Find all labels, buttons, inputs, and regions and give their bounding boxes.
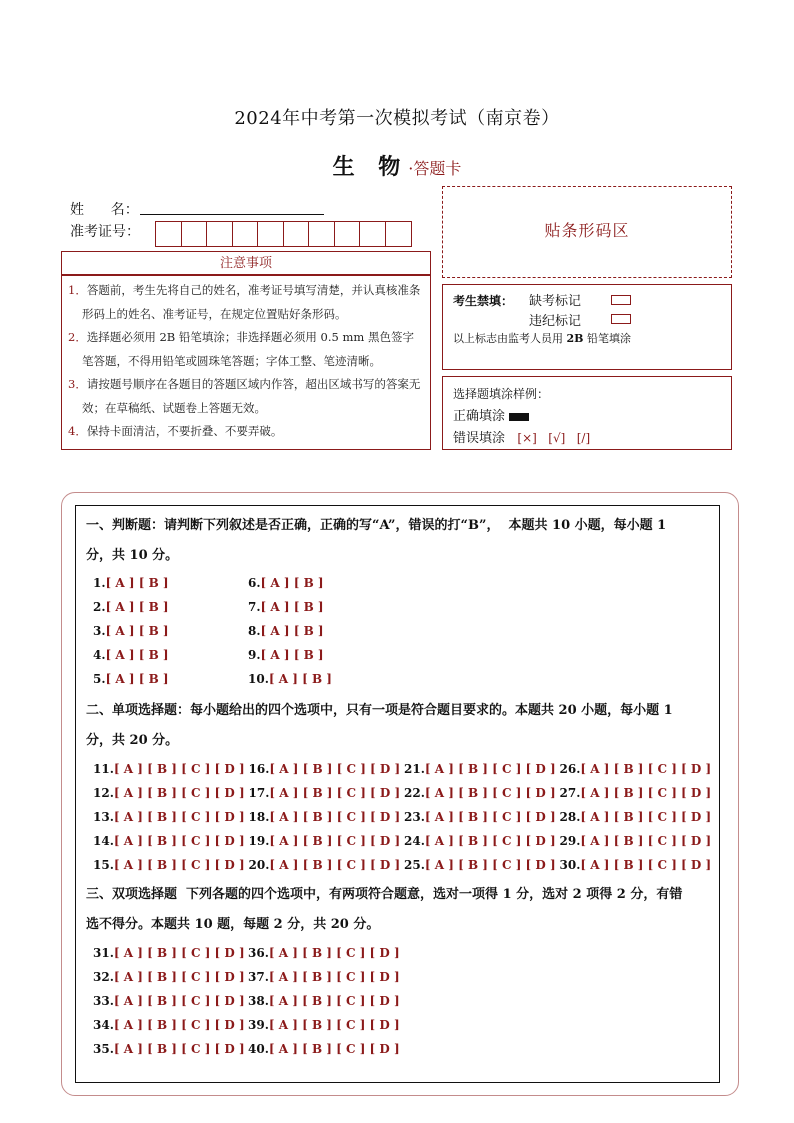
answer-options[interactable]: [ A ] [ B ] [ C ] [ D ] <box>269 786 401 800</box>
answer-options[interactable]: [ A ] [ B ] <box>105 576 169 590</box>
answer-options[interactable]: [ A ] [ B ] [ C ] [ D ] <box>113 858 245 872</box>
question-20[interactable]: 20.[ A ] [ B ] [ C ] [ D ] <box>248 858 401 872</box>
answer-options[interactable]: [ A ] [ B ] [ C ] [ D ] <box>268 994 400 1008</box>
answer-options[interactable]: [ A ] [ B ] <box>268 672 332 686</box>
question-3[interactable]: 3.[ A ] [ B ] <box>93 624 169 638</box>
question-5[interactable]: 5.[ A ] [ B ] <box>93 672 169 686</box>
question-8[interactable]: 8.[ A ] [ B ] <box>248 624 324 638</box>
answer-options[interactable]: [ A ] [ B ] [ C ] [ D ] <box>268 1018 400 1032</box>
notice-item: 3．请按题号顺序在各题目的答题区域内作答，超出区域书写的答案无效；在草稿纸、试题卷上答题无效。 <box>68 377 421 415</box>
question-9[interactable]: 9.[ A ] [ B ] <box>248 648 324 662</box>
answer-options[interactable]: [ A ] [ B ] [ C ] [ D ] <box>580 834 712 848</box>
question-39[interactable]: 39.[ A ] [ B ] [ C ] [ D ] <box>248 1018 400 1032</box>
section1-line1: 一、判断题：请判断下列叙述是否正确，正确的写“A”，错误的打“B”， 本题共 10 小题，每小题 1 <box>86 518 667 533</box>
answer-options[interactable]: [ A ] [ B ] [ C ] [ D ] <box>113 834 245 848</box>
answer-options[interactable]: [ A ] [ B ] [ C ] [ D ] <box>113 1018 245 1032</box>
question-14[interactable]: 14.[ A ] [ B ] [ C ] [ D ] <box>93 834 245 848</box>
question-36[interactable]: 36.[ A ] [ B ] [ C ] [ D ] <box>248 946 400 960</box>
answer-options[interactable]: [ A ] [ B ] <box>260 624 324 638</box>
section2-line1: 二、单项选择题：每小题给出的四个选项中，只有一项是符合题目要求的。本题共 20 小题，每小题 1 <box>86 703 673 718</box>
page-title: 2024年中考第一次模拟考试（南京卷） <box>234 108 560 129</box>
question-33[interactable]: 33.[ A ] [ B ] [ C ] [ D ] <box>93 994 245 1008</box>
question-10[interactable]: 10.[ A ] [ B ] <box>248 672 332 686</box>
wrong-fill-label: 错误填涂 [×] [√] [/] <box>453 431 591 446</box>
fill-sample-box <box>442 376 732 450</box>
question-6[interactable]: 6.[ A ] [ B ] <box>248 576 324 590</box>
forbid-label: 考生禁填： <box>453 294 514 308</box>
question-15[interactable]: 15.[ A ] [ B ] [ C ] [ D ] <box>93 858 245 872</box>
section2-line2: 分，共 20 分。 <box>86 733 179 748</box>
answer-options[interactable]: [ A ] [ B ] <box>105 648 169 662</box>
question-4[interactable]: 4.[ A ] [ B ] <box>93 648 169 662</box>
answer-options[interactable]: [ A ] [ B ] [ C ] [ D ] <box>113 994 245 1008</box>
answer-options[interactable]: [ A ] [ B ] <box>260 576 324 590</box>
question-7[interactable]: 7.[ A ] [ B ] <box>248 600 324 614</box>
question-31[interactable]: 31.[ A ] [ B ] [ C ] [ D ] <box>93 946 245 960</box>
answer-options[interactable]: [ A ] [ B ] <box>260 600 324 614</box>
barcode-area: 贴条形码区 <box>442 186 732 278</box>
question-25[interactable]: 25.[ A ] [ B ] [ C ] [ D ] <box>404 858 556 872</box>
answer-options[interactable]: [ A ] [ B ] [ C ] [ D ] <box>268 946 400 960</box>
question-16[interactable]: 16.[ A ] [ B ] [ C ] [ D ] <box>248 762 401 776</box>
answer-options[interactable]: [ A ] [ B ] [ C ] [ D ] <box>580 810 712 824</box>
answer-options[interactable]: [ A ] [ B ] [ C ] [ D ] <box>113 1042 245 1056</box>
question-29[interactable]: 29.[ A ] [ B ] [ C ] [ D ] <box>559 834 712 848</box>
answer-options[interactable]: [ A ] [ B ] [ C ] [ D ] <box>424 786 556 800</box>
answer-options[interactable]: [ A ] [ B ] [ C ] [ D ] <box>269 762 401 776</box>
question-11[interactable]: 11.[ A ] [ B ] [ C ] [ D ] <box>93 762 245 776</box>
subject-name: 生 物 <box>332 154 409 180</box>
question-24[interactable]: 24.[ A ] [ B ] [ C ] [ D ] <box>404 834 556 848</box>
answer-options[interactable]: [ A ] [ B ] [ C ] [ D ] <box>580 762 712 776</box>
answer-options[interactable]: [ A ] [ B ] <box>105 600 169 614</box>
answer-options[interactable]: [ A ] [ B ] [ C ] [ D ] <box>113 762 245 776</box>
question-19[interactable]: 19.[ A ] [ B ] [ C ] [ D ] <box>248 834 401 848</box>
answer-options[interactable]: [ A ] [ B ] [ C ] [ D ] <box>113 970 245 984</box>
answer-options[interactable]: [ A ] [ B ] [ C ] [ D ] <box>424 858 556 872</box>
violation-label: 违纪标记 <box>529 314 582 329</box>
notice-item: 4．保持卡面清洁，不要折叠、不要弄破。 <box>68 424 283 438</box>
answer-options[interactable]: [ A ] [ B ] [ C ] [ D ] <box>268 1042 400 1056</box>
notice-body <box>61 275 431 450</box>
answer-options[interactable]: [ A ] [ B ] [ C ] [ D ] <box>113 946 245 960</box>
answer-options[interactable]: [ A ] [ B ] [ C ] [ D ] <box>268 970 400 984</box>
question-28[interactable]: 28.[ A ] [ B ] [ C ] [ D ] <box>559 810 712 824</box>
answer-options[interactable]: [ A ] [ B ] [ C ] [ D ] <box>269 810 401 824</box>
question-27[interactable]: 27.[ A ] [ B ] [ C ] [ D ] <box>559 786 712 800</box>
answer-options[interactable]: [ A ] [ B ] [ C ] [ D ] <box>269 834 401 848</box>
subject-heading <box>0 150 794 181</box>
question-26[interactable]: 26.[ A ] [ B ] [ C ] [ D ] <box>559 762 712 776</box>
answer-options[interactable]: [ A ] [ B ] [ C ] [ D ] <box>580 786 712 800</box>
answer-options[interactable]: [ A ] [ B ] [ C ] [ D ] <box>269 858 401 872</box>
absent-mark-box[interactable] <box>611 295 631 305</box>
answer-options[interactable]: [ A ] [ B ] [ C ] [ D ] <box>113 810 245 824</box>
notice-item: 2．选择题必须用 2B 铅笔填涂；非选择题必须用 0.5 mm 黑色签字笔答题，不得用铅笔或圆珠笔答题；字体工整、笔迹清晰。 <box>68 330 414 368</box>
answer-options[interactable]: [ A ] [ B ] [ C ] [ D ] <box>424 810 556 824</box>
question-21[interactable]: 21.[ A ] [ B ] [ C ] [ D ] <box>404 762 556 776</box>
question-23[interactable]: 23.[ A ] [ B ] [ C ] [ D ] <box>404 810 556 824</box>
question-17[interactable]: 17.[ A ] [ B ] [ C ] [ D ] <box>248 786 401 800</box>
notice-item: 1．答题前，考生先将自己的姓名，准考证号填写清楚，并认真核准条形码上的姓名、准考证号，在规定位置贴好条形码。 <box>68 283 421 321</box>
question-2[interactable]: 2.[ A ] [ B ] <box>93 600 169 614</box>
answer-options[interactable]: [ A ] [ B ] <box>260 648 324 662</box>
notice-heading: 注意事项 <box>61 251 431 275</box>
answer-options[interactable]: [ A ] [ B ] [ C ] [ D ] <box>424 834 556 848</box>
question-22[interactable]: 22.[ A ] [ B ] [ C ] [ D ] <box>404 786 556 800</box>
question-37[interactable]: 37.[ A ] [ B ] [ C ] [ D ] <box>248 970 400 984</box>
filled-mark-sample <box>509 413 529 421</box>
question-13[interactable]: 13.[ A ] [ B ] [ C ] [ D ] <box>93 810 245 824</box>
id-label: 准考证号： <box>70 224 140 240</box>
name-field[interactable] <box>140 213 324 215</box>
answer-options[interactable]: [ A ] [ B ] [ C ] [ D ] <box>580 858 712 872</box>
subject-suffix: ·答题卡 <box>408 159 462 178</box>
question-1[interactable]: 1.[ A ] [ B ] <box>93 576 169 590</box>
section3-line1: 三、双项选择题 下列各题的四个选项中，有两项符合题意，选对一项得 1 分，选对 2 项得 2 分，有错 <box>86 887 683 902</box>
answer-options[interactable]: [ A ] [ B ] <box>105 672 169 686</box>
question-32[interactable]: 32.[ A ] [ B ] [ C ] [ D ] <box>93 970 245 984</box>
name-label: 姓 名： <box>70 202 139 218</box>
sample-heading: 选择题填涂样例： <box>453 387 550 401</box>
question-18[interactable]: 18.[ A ] [ B ] [ C ] [ D ] <box>248 810 401 824</box>
section3-line2: 选不得分。本题共 10 题，每题 2 分，共 20 分。 <box>86 917 380 932</box>
question-34[interactable]: 34.[ A ] [ B ] [ C ] [ D ] <box>93 1018 245 1032</box>
question-40[interactable]: 40.[ A ] [ B ] [ C ] [ D ] <box>248 1042 400 1056</box>
proctor-mark-box <box>442 284 732 370</box>
absent-label: 缺考标记 <box>529 294 582 309</box>
question-38[interactable]: 38.[ A ] [ B ] [ C ] [ D ] <box>248 994 400 1008</box>
violation-mark-box[interactable] <box>611 314 631 324</box>
proctor-note: 以上标志由监考人员用 2B 铅笔填涂 <box>453 332 631 345</box>
wrong-marks: [×] [√] [/] <box>517 431 591 445</box>
correct-fill-label: 正确填涂 <box>453 405 529 424</box>
section1-line2: 分，共 10 分。 <box>86 548 179 563</box>
question-12[interactable]: 12.[ A ] [ B ] [ C ] [ D ] <box>93 786 245 800</box>
question-35[interactable]: 35.[ A ] [ B ] [ C ] [ D ] <box>93 1042 245 1056</box>
id-number-boxes[interactable] <box>155 221 412 247</box>
answer-options[interactable]: [ A ] [ B ] [ C ] [ D ] <box>424 762 556 776</box>
answer-options[interactable]: [ A ] [ B ] [ C ] [ D ] <box>113 786 245 800</box>
question-30[interactable]: 30.[ A ] [ B ] [ C ] [ D ] <box>559 858 712 872</box>
answer-options[interactable]: [ A ] [ B ] <box>105 624 169 638</box>
